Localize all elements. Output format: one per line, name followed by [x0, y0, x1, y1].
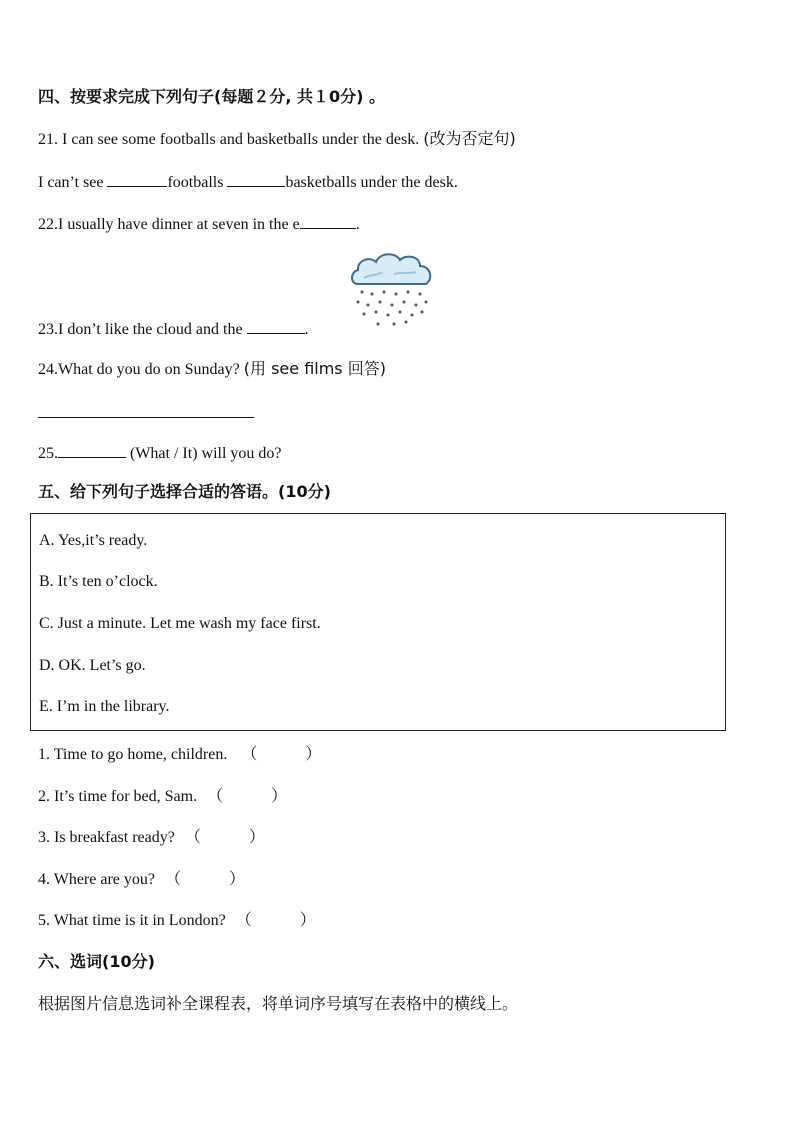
q22-text: 22.I usually have dinner at seven in the e — [38, 216, 300, 233]
q23-text: 23.I don’t like the cloud and the — [38, 321, 247, 338]
answer-paren-close: ） — [271, 786, 288, 805]
match-q3-text: 3. Is breakfast ready? — [38, 829, 175, 846]
question-23 — [38, 318, 309, 340]
match-question-2 — [38, 786, 287, 807]
answer-paren-open: （ — [207, 786, 224, 805]
rain-cloud-icon — [348, 248, 438, 330]
option-d: D. OK. Let’s go. — [39, 657, 146, 674]
section4-title: 四、按要求完成下列句子(每题２分, 共１0分) 。 — [38, 87, 385, 106]
section6-title: 六、选词(10分) — [38, 952, 155, 971]
blank-3[interactable] — [300, 213, 356, 229]
answer-paren-close: ） — [305, 744, 322, 763]
match-question-1 — [38, 744, 321, 765]
cloud-shape — [352, 254, 430, 284]
blank-2[interactable] — [227, 171, 285, 187]
q23-end: . — [304, 321, 309, 338]
section5-title: 五、给下列句子选择合适的答语。(10分) — [38, 482, 331, 501]
option-a: A. Yes,it’s ready. — [39, 532, 148, 549]
match-q4-text: 4. Where are you? — [38, 871, 155, 888]
match-question-5 — [38, 910, 316, 931]
q21-fill-a: I can’t see — [38, 174, 108, 191]
q24-text: 24.What do you do on Sunday? — [38, 361, 244, 378]
match-question-4 — [38, 869, 245, 890]
answer-paren-open: （ — [235, 910, 252, 929]
q21-fill-c: basketballs under the desk. — [285, 174, 458, 191]
q25-text: (What / It) will you do? — [126, 445, 282, 462]
q21-note: (改为否定句) — [423, 129, 516, 148]
blank-1[interactable] — [107, 171, 167, 187]
answer-paren-close: ） — [299, 910, 316, 929]
question-21-fill — [38, 171, 458, 193]
rain-drops — [357, 291, 428, 326]
option-c: C. Just a minute. Let me wash my face first. — [39, 615, 321, 632]
match-question-3 — [38, 827, 265, 848]
q24-answer-line[interactable] — [38, 417, 254, 418]
q24-note: (用 see films 回答) — [243, 359, 386, 378]
section6-instruction: 根据图片信息选词补全课程表，将单词序号填写在表格中的横线上。 — [38, 994, 519, 1013]
answer-paren-open: （ — [241, 744, 258, 763]
question-21 — [38, 129, 516, 150]
q25-number: 25. — [38, 445, 58, 462]
match-q5-text: 5. What time is it in London? — [38, 912, 226, 929]
q22-end: . — [355, 216, 360, 233]
blank-5[interactable] — [58, 442, 126, 458]
q21-text: I can see some footballs and basketballs under the desk. — [58, 131, 424, 148]
answer-paren-open: （ — [164, 869, 181, 888]
option-e: E. I’m in the library. — [39, 698, 170, 715]
answer-paren-close: ） — [229, 869, 246, 888]
answer-paren-close: ） — [248, 827, 265, 846]
question-22 — [38, 213, 360, 235]
match-q1-text: 1. Time to go home, children. — [38, 746, 228, 763]
question-24 — [38, 359, 386, 380]
match-q2-text: 2. It’s time for bed, Sam. — [38, 788, 198, 805]
q21-number: 21. — [38, 131, 58, 148]
option-b: B. It’s ten o’clock. — [39, 573, 158, 590]
question-25 — [38, 442, 282, 464]
answer-paren-open: （ — [184, 827, 201, 846]
q21-fill-b: footballs — [167, 174, 228, 191]
blank-4[interactable] — [247, 318, 305, 334]
options-box — [30, 513, 726, 731]
